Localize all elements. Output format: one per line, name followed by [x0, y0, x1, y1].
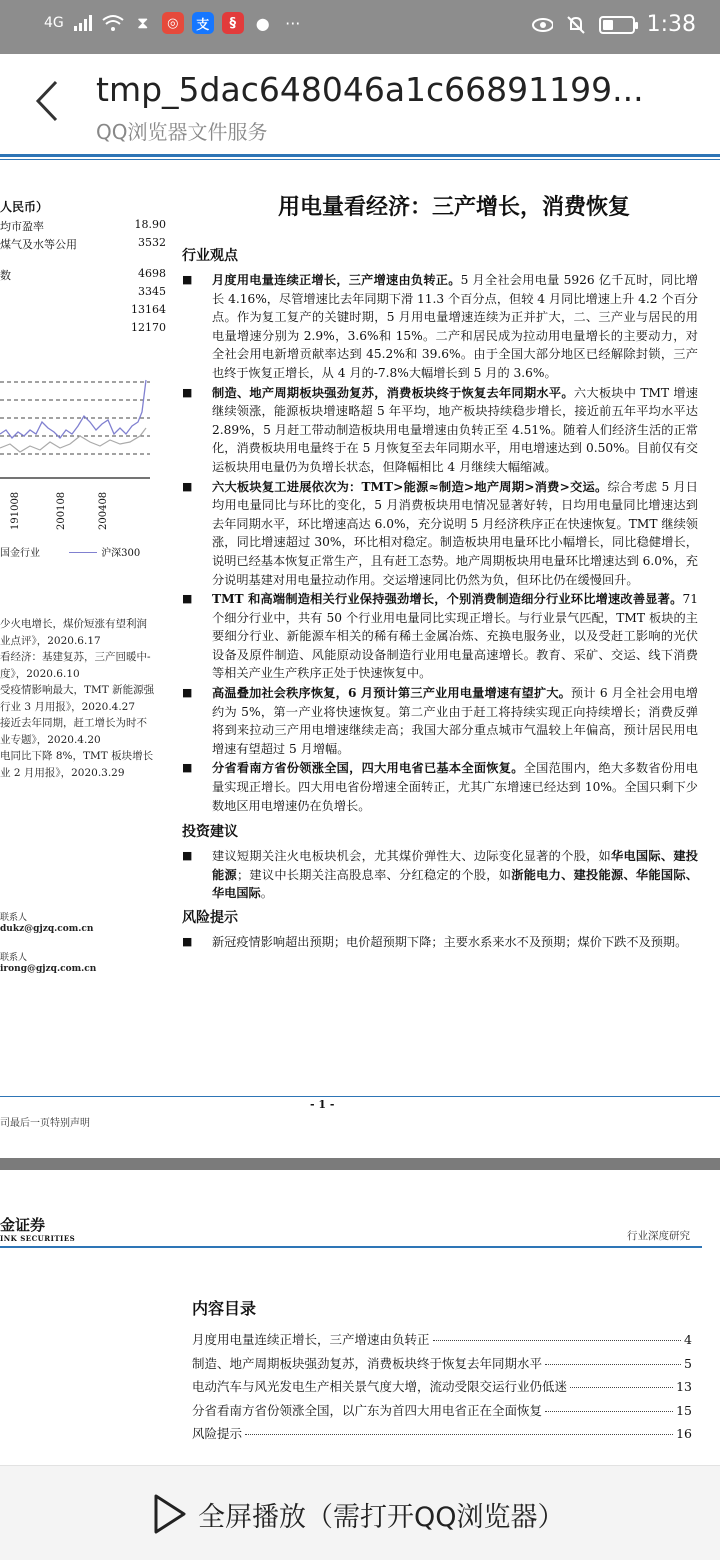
company-logo: 金证券 [0, 1216, 46, 1234]
eye-icon [531, 14, 553, 36]
sidebar-header: 人民币） [0, 200, 49, 214]
toc-item[interactable]: 电动汽车与风光发电生产相关景气度大增，流动受限交运行业仍低迷 13 [192, 1379, 692, 1394]
chart-x-axis [0, 482, 150, 532]
bullet-point: ■ 制造、地产周期板块强劲复苏，消费板块终于恢复去年同期水平。六大板块中 TMT 增速继续领涨，能源板块增速略超 5 年平均，地产板块持续稳步增长，接近前五年平均水平达 2.89%，5 月赶工带动制造板块用电量增速由负转正至 4.51%。随着人们经济生活的正常化，消费板块用电量终于在 5 月恢复至去年同期水平，用电增速达到 0.50%。目前仅有交运板块用电量仍为负增长状态，但降幅相比 4 月继续大幅缩减。 [182, 384, 698, 477]
legend-index: 沪深300 [101, 548, 141, 559]
status-bar [0, 0, 720, 54]
mute-icon [565, 14, 587, 36]
related-line: 业 2 月用报》，2020.3.29 [0, 766, 125, 779]
contact-email[interactable]: irong@gjzq.com.cn [0, 964, 97, 974]
section-heading-view: 行业观点 [182, 248, 238, 264]
legend-swatch [69, 552, 97, 553]
battery-icon [599, 16, 635, 34]
related-reports [0, 616, 176, 781]
contact-email[interactable]: dukz@gjzq.com.cn [0, 924, 94, 934]
page-footnote: 司最后一页特别声明 [0, 1118, 90, 1129]
report-title: 用电量看经济：三产增长，消费恢复 [277, 194, 630, 220]
page-number: - 1 - [310, 1098, 335, 1111]
series-index-line [0, 380, 146, 438]
x-tick-label: 191008 [10, 491, 21, 530]
contact-label: 联系人 [0, 913, 28, 923]
page2-rule [0, 1246, 702, 1248]
related-line: 业专题》，2020.4.20 [0, 733, 101, 746]
file-subtitle: QQ浏览器文件服务 [96, 120, 268, 144]
page-2 [0, 1170, 720, 1465]
related-line: 度》，2020.6.10 [0, 667, 80, 680]
related-line[interactable]: 少火电增长，煤价短涨有望利润 [0, 618, 147, 630]
more-icon: ··· [285, 13, 301, 33]
shopping-app-icon: § [222, 12, 244, 34]
page-top-rule [0, 154, 720, 157]
wifi-icon [102, 12, 124, 34]
file-title: tmp_5dac648046a1c66891199... [96, 70, 644, 109]
app-notification-icon: ◎ [162, 12, 184, 34]
bullet-point: ■ 月度用电量连续正增长，三产增速由负转正。5 月全社会用电量 5926 亿千瓦时，同比增长 4.16%，尽管增速比去年同期下滑 11.3 个百分点，但较 4 月同比增速上升 4.2 个百分点。作为复工复产的关键时期，5 月用电量增速连续为正并扩大，二、三产业与居民的用电量增速分别为 2.9%，3.6%和 15%。二产和居民成为拉动用电量增长的主要动力，对全社会用电新增贡献率达到 45.2%和 39.6%。由于全国大部分地区已经解除封锁，三产也终于恢复正增长，从 4 月的-7.8%大幅增长到 5 月的 3.6%。 [182, 271, 698, 383]
app-header [0, 54, 720, 150]
play-label: 全屏播放（需打开QQ浏览器） [198, 1501, 565, 1533]
bullet-point: ■ 六大板块复工进展依次为：TMT>能源≈制造>地产周期>消费>交运。综合考虑 5 月日均用电量同比与环比的变化，5 月消费板块用电情况显著好转，日均用电量同比增速达到去年同期水平，环比增速高达 6.0%，充分说明 5 月经济秩序正在快速恢复。TMT 继续领涨，同比增速超过 30%，环比相对稳定。制造板块用电量环比小幅增长，同比稳健增长，说明已经基本恢复正常生产，且有赶工态势。地产周期板块用电量环比增速达到 6.0%，充分说明基建对用电量拉动作用。交运增速同比仍然为负，但环比仍在缓慢回升。 [182, 478, 698, 590]
table-of-contents [192, 1330, 692, 1448]
related-line[interactable]: 接近去年同期，赶工增长为时不 [0, 717, 147, 729]
bullet-point: ■ TMT 和高端制造相关行业保持强劲增长，个别消费制造细分行业环比增速改善显著。71 个细分行业中，共有 50 个行业用电量同比实现正增长。与行业景气匹配，TMT 板块的主要细分行业、新能源车相关的稀有稀土金属冶炼、充换电服务业，以及受赶工影响的光伏设备及原件制造、风能原动设备制造行业用电量高速增长。教育、采矿、交运、线下消费等相关产业生产秩序正处于快速恢复中。 [182, 590, 698, 683]
risk-note: ■ 新冠疫情影响超出预期；电价超预期下降；主要水系来水不及预期；煤价下跌不及预期。 [182, 933, 698, 952]
x-tick-label: 200108 [56, 491, 67, 530]
related-line: 行业 3 月用报》，2020.4.27 [0, 700, 136, 713]
mini-price-chart [0, 372, 150, 482]
network-label: 4G [44, 15, 64, 31]
toc-item[interactable]: 分省看南方省份领涨全国，以广东为首四大用电省正在全面恢复 15 [192, 1402, 692, 1418]
contact-label: 联系人 [0, 953, 28, 963]
chart-legend [0, 544, 140, 559]
report-body [182, 190, 698, 953]
company-logo-sub: INK SECURITIES [0, 1234, 76, 1243]
clock: 1:38 [646, 12, 696, 37]
document-viewer[interactable]: 人民币） 均市盈率 18.90 煤气及水等公用 3532 数 4698 3345 13164 12170 191008 200108 200408 国金行业 沪深300 少火电增长，煤价短涨有望利润 业点评》，2020.6.17 看经济：基建复苏，三产回暖中- 度》，2020.6.10 受疫情影响最大，TMT 新能源强 行业 3 月用报》，2020.4.27 接近去年同期，赶工增长为时不 业专题》，2020.4.20 电同比下降 8%，TMT 板块增长 业 2 月用报》，2020.3.29 联系人 dukz@gjzq.com.cn 联系人 irong@gjzq.com.cn 用电量看经济：三产增长，消费恢复 行业观点 ■ 月度用电量连续正增长，三产增速由负转正。5 月全社会用电量 5926 亿千瓦时，同比增长 4.16%，尽管增速比去年同期下滑 11.3 个百分点，但较 4 月同比增速上升 4.2 个百分点。作为复工复产的关键时期，5 月用电量增速连续为正并扩大，二、三产业与居民的用电量增速分别为 2.9%，3.6%和 15%。二产和居民成为拉动用电量增长的主要动力，对全社会用电新增贡献率达到 45.2%和 39.6%。由于全国大部分地区已经解除封锁，三产也终于恢复正增长，从 4 月的-7.8%大幅增长到 5 月的 3.6%。 ■ 制造、地产周期板块强劲复苏，消费板块终于恢复去年同期水平。六大板块中 TMT 增速继续领涨，能源板块增速略超 5 年平均，地产板块持续稳步增长，接近前五年平均水平达 2.89%，5 月赶工带动制造板块用电量增速由负转正至 4.51%。随着人们经济生活的正常化，消费板块用电量终于在 5 月恢复至去年同期水平，用电增速达到 0.50%。目前仅有交运板块用电量仍为负增长状态，但降幅相比 4 月继续大幅缩减。 ■ 六大板块复工进展依次为：TMT>能源≈制造>地产周期>消费>交运。综合考虑 5 月日均用电量同比与环比的变化，5 月消费板块用电情况显著好转，日均用电量同比增速达到去年同期水平，环比增速高达 6.0%，充分说明 5 月经济秩序正在快速恢复。TMT 继续领涨，同比增速超过 30%，环比相对稳定。制造板块用电量环比小幅增长，同比稳健增长，说明已经基本恢复正常生产，且有赶工态势。地产周期板块用电量环比增速达到 6.0%，充分说明基建对用电量拉动作用。交运增速同比仍然为负，但环比仍在缓慢回升。 ■ TMT 和高端制造相关行业保持强劲增长，个别消费制造细分行业环比增速改善显著。71 个细分行业中，共有 50 个行业用电量同比实现正增长。与行业景气匹配，TMT 板块的主要细分行业、新能源车相关的稀有稀土金属冶炼、充换电服务业，以及受赶工影响的光伏设备及原件制造、风能原动设备制造行业用电量高速增长。教育、采矿、交运、线下消费等相关产业生产秩序正处于快速恢复中。 ■ 高温叠加社会秩序恢复，6 月预计第三产业用电量增速有望扩大。预计 6 月全社会用电增约为 5%，第一产业将快速恢复。第二产业由于赶工将持续实现正向持续增长；消费反弹将到来拉动三产用电增速继续走高；我国大部分重点城市气温较上年偏高，预计居民用电增速有望超过 5 月增幅。 ■ 分省看南方省份领涨全国，四大用电省已基本全面恢复。全国范围内，绝大多数省份用电量实现正增长。四大用电省份增速全面转正，尤其广东增速已经达到 10%。全国只剩下少数地区用电增速仍在负增长。 投资建议 ■ 建议短期关注火电板块机会，尤其煤价弹性大、边际变化显著的个股，如华电国际、建投能源；建议中长期关注高股息率、分红稳定的个股，如浙能电力、建投能源、华能国际、华电国际。 风险提示 ■ 新冠疫情影响超出预期；电价超预期下降；主要水系来水不及预期；煤价下跌不及预期。 - 1 - 司最后一页特别声明 金证券 INK SECURITIES 行业深度研究 内容目录 月度用电量连续正增长，三产增速由负转正 4 制造、地产周期板块强劲复苏，消费板块终于恢复去年同期水平 5 电动汽车与风光发电生产相关景气度大增，流动受限交运行业仍低迷 13 分省看南方省份领涨全国，以广东为首四大用电省正在全面恢复 15 风险提示 16 [0, 150, 720, 1465]
toc-item[interactable]: 月度用电量连续正增长，三产增速由负转正 4 [192, 1332, 692, 1347]
signal-icon [72, 12, 94, 34]
bullet-point: ■ 分省看南方省份领涨全国，四大用电省已基本全面恢复。全国范围内，绝大多数省份用电量实现正增长。四大用电省份增速全面转正，尤其广东增速已经达到 10%。全国只剩下少数地区用电增速仍在负增长。 [182, 759, 698, 815]
toc-title: 内容目录 [192, 1299, 257, 1318]
hourglass-icon: ⧗ [137, 13, 149, 32]
chat-icon: ● [255, 13, 270, 33]
fullscreen-play-button[interactable] [150, 1490, 565, 1538]
legend-industry: 国金行业 [0, 548, 40, 559]
page-bottom-rule [0, 1096, 720, 1097]
play-icon [150, 1492, 190, 1536]
invest-advice: ■ 建议短期关注火电板块机会，尤其煤价弹性大、边际变化显著的个股，如华电国际、建投能源；建议中长期关注高股息率、分红稳定的个股，如浙能电力、建投能源、华能国际、华电国际。 [182, 847, 698, 903]
alipay-icon: 支 [192, 12, 214, 34]
related-line[interactable]: 看经济：基建复苏，三产回暖中- [0, 651, 151, 663]
related-line[interactable]: 电同比下降 8%，TMT 板块增长 [0, 750, 154, 762]
related-line[interactable]: 受疫情影响最大，TMT 新能源强 [0, 684, 155, 696]
x-tick-label: 200408 [98, 491, 109, 530]
back-arrow-icon [28, 76, 68, 126]
status-right [531, 12, 696, 37]
status-left [44, 12, 304, 34]
page-separator [0, 1158, 720, 1170]
back-button[interactable] [28, 76, 68, 126]
section-heading-risk: 风险提示 [182, 910, 238, 926]
page-top-rule-thin [0, 159, 720, 160]
related-line: 业点评》，2020.6.17 [0, 634, 101, 647]
bottom-action-bar [0, 1465, 720, 1560]
section-heading-invest: 投资建议 [182, 824, 238, 841]
report-type: 行业深度研究 [627, 1230, 690, 1242]
bullet-point: ■ 高温叠加社会秩序恢复，6 月预计第三产业用电量增速有望扩大。预计 6 月全社会用电增约为 5%，第一产业将快速恢复。第二产业由于赶工将持续实现正向持续增长；消费反弹将到来拉动三产用电增速继续走高；我国大部分重点城市气温较上年偏高，预计居民用电增速有望超过 5 月增幅。 [182, 684, 698, 758]
toc-item[interactable]: 制造、地产周期板块强劲复苏，消费板块终于恢复去年同期水平 5 [192, 1355, 692, 1371]
toc-item[interactable]: 风险提示 16 [192, 1426, 692, 1441]
